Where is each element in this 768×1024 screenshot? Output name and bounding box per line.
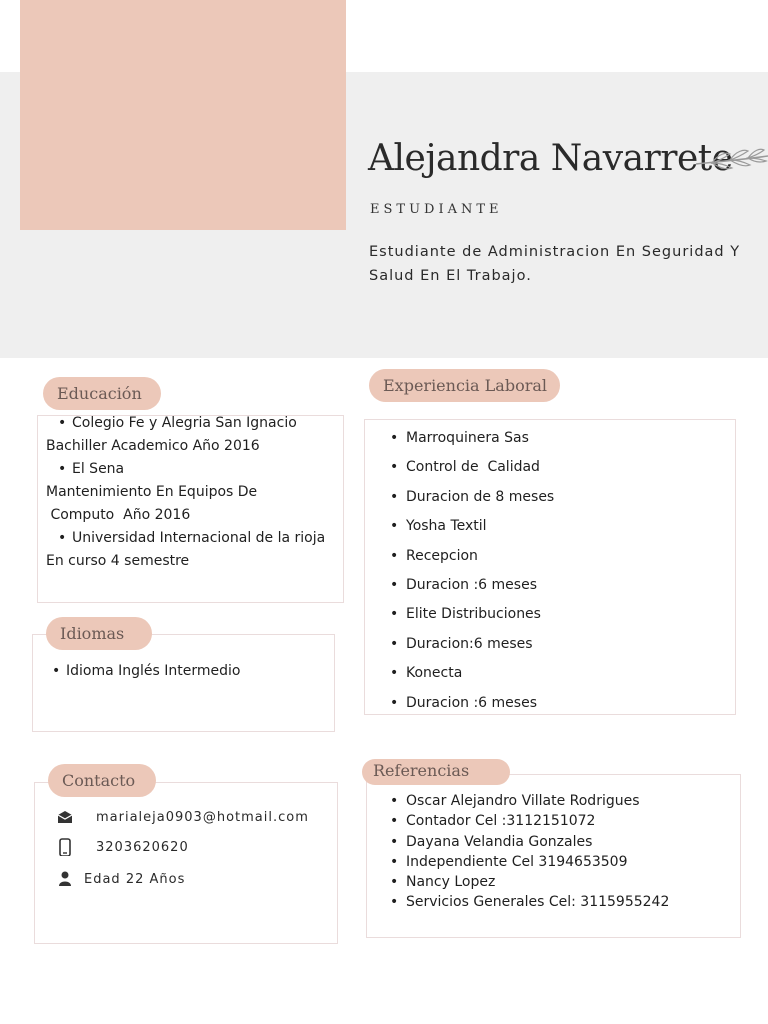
list-item: • Duracion:6 meses [390, 630, 720, 659]
contact-age-row [56, 870, 185, 888]
list-item: • Duracion :6 meses [390, 571, 720, 600]
list-item: • Servicios Generales Cel: 3115955242 [390, 892, 740, 912]
list-item: • Dayana Velandia Gonzales [390, 832, 740, 852]
leaf-branch-icon [694, 142, 768, 182]
education-line: • El Sena [46, 458, 342, 481]
education-line: • Universidad Internacional de la rioja [46, 527, 342, 550]
education-line: • Colegio Fe y Alegria San Ignacio [46, 412, 342, 435]
list-item: • Duracion :6 meses [390, 689, 720, 718]
education-content [46, 412, 342, 573]
list-item: • Yosha Textil [390, 512, 720, 541]
contact-age: Edad 22 Años [84, 871, 186, 887]
candidate-role: ESTUDIANTE [370, 202, 503, 217]
experience-list [390, 424, 720, 718]
contact-phone-row [56, 838, 189, 856]
list-item: • Nancy Lopez [390, 872, 740, 892]
list-item: • Idioma Inglés Intermedio [52, 660, 240, 682]
experience-title: Experiencia Laboral [369, 369, 560, 402]
list-item: • Independiente Cel 3194653509 [390, 852, 740, 872]
candidate-name: Alejandra Navarrete [368, 138, 733, 179]
contact-title: Contacto [48, 764, 156, 797]
list-item: • Konecta [390, 659, 720, 688]
list-item: • Marroquinera Sas [390, 424, 720, 453]
education-line: Computo Año 2016 [46, 507, 191, 523]
profile-summary: Estudiante de Administracion En Seguridad Y Salud En El Trabajo. [369, 244, 741, 284]
education-title: Educación [43, 377, 161, 410]
contact-email-row [56, 808, 309, 826]
education-line: Bachiller Academico Año 2016 [46, 438, 260, 454]
contact-box [34, 782, 338, 944]
references-title: Referencias [362, 759, 510, 785]
contact-phone[interactable]: 3203620620 [96, 839, 189, 855]
person-icon [56, 870, 74, 888]
envelope-icon [56, 808, 74, 826]
list-item: • Duracion de 8 meses [390, 483, 720, 512]
education-line: Mantenimiento En Equipos De [46, 484, 258, 500]
photo-placeholder [20, 0, 346, 230]
languages-title: Idiomas [46, 617, 152, 650]
list-item: • Elite Distribuciones [390, 600, 720, 629]
contact-email[interactable]: marialeja0903@hotmail.com [96, 809, 309, 825]
mobile-phone-icon [56, 838, 74, 856]
list-item: • Recepcion [390, 542, 720, 571]
list-item: • Control de Calidad [390, 453, 720, 482]
education-line: En curso 4 semestre [46, 553, 190, 569]
list-item: • Oscar Alejandro Villate Rodrigues [390, 791, 740, 811]
list-item: • Contador Cel :3112151072 [390, 811, 740, 831]
references-list [390, 791, 740, 913]
languages-list [52, 660, 240, 682]
